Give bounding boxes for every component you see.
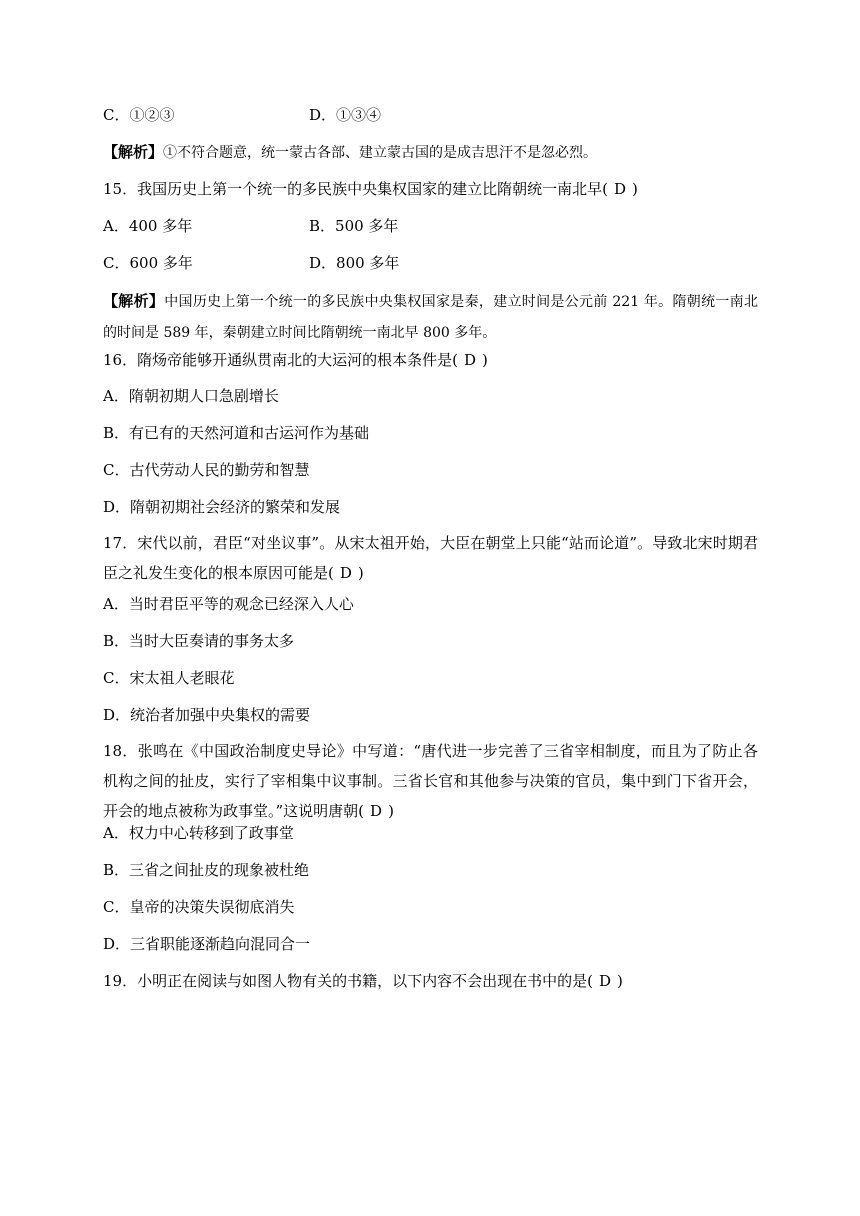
option-c: C．皇帝的决策失误彻底消失	[103, 898, 295, 916]
question-17-stem: 17．宋代以前，君臣“对坐议事”。从宋太祖开始，大臣在朝堂上只能“站而论道”。导致北宋时期君臣之礼发生变化的根本原因可能是( D )	[103, 528, 758, 588]
option-d: D．①③④	[309, 106, 382, 124]
question-18-stem: 18．张鸣在《中国政治制度史导论》中写道：“唐代进一步完善了三省宰相制度，而且为了防止各机构之间的扯皮，实行了宰相集中议事制。三省长官和其他参与决策的官员，集中到门下省开会，开会的地点被称为政事堂。”这说明唐朝( D )	[103, 736, 758, 826]
option-a: A．当时君臣平等的观念已经深入人心	[103, 595, 354, 613]
option-a: A．权力中心转移到了政事堂	[103, 824, 294, 842]
option-b: B．500 多年	[309, 217, 399, 235]
explanation	[103, 286, 758, 348]
option-b: B．当时大臣奏请的事务太多	[103, 632, 295, 650]
option-b: B．有已有的天然河道和古运河作为基础	[103, 424, 370, 442]
answer: D	[598, 972, 611, 990]
option-c: C．600 多年	[103, 254, 193, 272]
question-15-stem: 15．我国历史上第一个统一的多民族中央集权国家的建立比隋朝统一南北早( D )	[103, 180, 638, 198]
option-d: D．800 多年	[309, 254, 400, 272]
option-d: D．统治者加强中央集权的需要	[103, 706, 311, 724]
answer: D	[613, 180, 626, 198]
option-a: A．隋朝初期人口急剧增长	[103, 387, 279, 405]
option-b: B．三省之间扯皮的现象被杜绝	[103, 861, 310, 879]
explanation-label: 【解析】	[103, 292, 165, 310]
option-c: C．①②③	[103, 106, 175, 124]
answer: D	[463, 351, 476, 369]
explanation-label: 【解析】	[103, 143, 164, 161]
answer: D	[339, 564, 352, 582]
option-a: A．400 多年	[103, 217, 193, 235]
explanation-text: ①不符合题意，统一蒙古各部、建立蒙古国的是成吉思汗不是忽必烈。	[163, 145, 598, 161]
question-19-stem: 19．小明正在阅读与如图人物有关的书籍，以下内容不会出现在书中的是( D )	[103, 972, 623, 990]
option-c: C．宋太祖人老眼花	[103, 669, 235, 687]
option-c: C．古代劳动人民的勤劳和智慧	[103, 461, 310, 479]
option-d: D．三省职能逐渐趋向混同合一	[103, 935, 311, 953]
question-16-stem: 16．隋炀帝能够开通纵贯南北的大运河的根本条件是( D )	[103, 351, 488, 369]
option-d: D．隋朝初期社会经济的繁荣和发展	[103, 498, 341, 516]
explanation	[103, 141, 597, 164]
explanation-text: 中国历史上第一个统一的多民族中央集权国家是秦，建立时间是公元前 221 年。隋朝统一南北的时间是 589 年，秦朝建立时间比隋朝统一南北早 800 多年。	[103, 294, 758, 341]
answer: D	[370, 802, 383, 820]
